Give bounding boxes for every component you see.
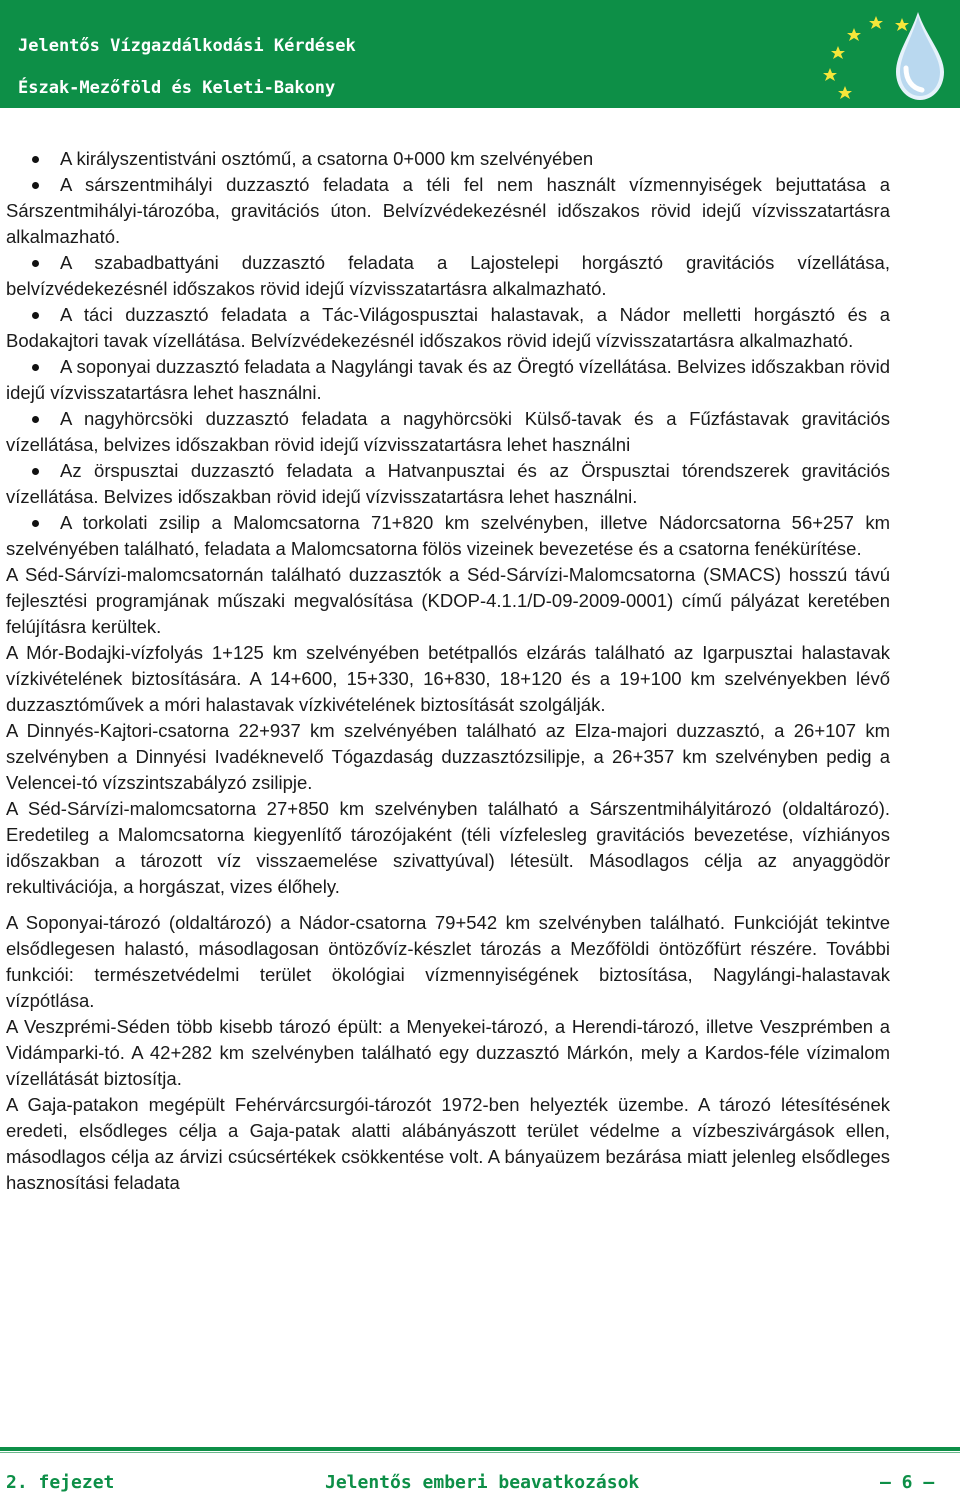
page-number: – 6 – — [880, 1472, 935, 1493]
header-title: Jelentős Vízgazdálkodási Kérdések — [18, 36, 356, 56]
paragraph: A Séd-Sárvízi-malomcsatorna 27+850 km szelvényben található a Sárszentmihályitározó (oldaltározó). Eredetileg a Malomcsatorna kiegyenlítő tározójaként (téli vízfelesleg gravitációs bevezetése, vízhiányos időszakban a tározott víz visszaemelése szivattyúval) létesült. Másodlagos célja az anyaggödör rekultivációja, a horgászat, vizes élőhely. — [6, 798, 890, 897]
bullet-icon — [32, 468, 39, 475]
footer-divider — [0, 1447, 960, 1451]
paragraph: A Dinnyés-Kajtori-csatorna 22+937 km szelvényében található az Elza-majori duzzasztó, a 26+107 km szelvényben a Dinnyési Ivadéknevelő Tógazdaság duzzasztózsilipje, a 26+357 km szelvényben pedig a Velencei-tó vízszintszabályzó zsilipje. — [6, 720, 890, 793]
list-item: A sárszentmihályi duzzasztó feladata a téli fel nem használt vízmennyiségek bejuttatása a Sárszentmihályi-tározóba, gravitációs úton. Belvízvédekezésnél időszakos rövid idejű vízvisszatartásra alkalmazható. — [6, 174, 890, 247]
bullet-icon — [32, 364, 39, 371]
paragraph: A Gaja-patakon megépült Fehérvárcsurgói-tározót 1972-ben helyezték üzembe. A tározó létesítésének eredeti, elsődleges célja a Gaja-patak alatti alábányászott terület védelme a vízbeszivárgások ellen, másodlagos célja az árvizi csúcsértékek csökkentése volt. A bányaüzem bezárása miatt jelenleg elsődleges hasznosítási feladata — [6, 1094, 890, 1193]
bullet-icon — [32, 312, 39, 319]
paragraph: A Mór-Bodajki-vízfolyás 1+125 km szelvényében betétpallós elzárás található az Igarpusztai halastavak vízkivételének biztosítására. A 14+600, 15+330, 16+830, 18+120 és a 19+100 km szelvényekben lévő duzzasztóművek a móri halastavak vízkivételének biztosítását szolgálják. — [6, 642, 890, 715]
list-item: A soponyai duzzasztó feladata a Nagylángi tavak és az Öregtó vízellátása. Belvizes időszakban rövid idejű vízvisszatartásra lehet használni. — [6, 356, 890, 403]
paragraph: A Soponyai-tározó (oldaltározó) a Nádor-csatorna 79+542 km szelvényben található. Funkcióját tekintve elsődlegesen halastó, másodlagosan öntözővíz-készlet tározás a Mezőföldi öntözőfürt részére. További funkciói: természetvédelmi terület ökológiai vízmennyiségének biztosítása, Nagylángi-halastavak vízpótlása. — [6, 912, 890, 1011]
header-subtitle: Észak-Mezőföld és Keleti-Bakony — [18, 78, 336, 98]
list-item: Az örspusztai duzzasztó feladata a Hatvanpusztai és az Örspusztai tórendszerek gravitációs vízellátása. Belvizes időszakban rövid idejű vízvisszatartásra lehet használni. — [6, 460, 890, 507]
eu-stars-water-drop-icon — [810, 6, 955, 106]
list-item: A szabadbattyáni duzzasztó feladata a Lajostelepi horgásztó gravitációs vízellátása, belvízvédekezésnél időszakos rövid idejű vízvisszatartásra alkalmazható. — [6, 252, 890, 299]
bullet-icon — [32, 520, 39, 527]
bullet-icon — [32, 182, 39, 189]
bullet-icon — [32, 416, 39, 423]
list-item: A táci duzzasztó feladata a Tác-Világospusztai halastavak, a Nádor melletti horgásztó és a Bodakajtori tavak vízellátása. Belvízvédekezésnél időszakos rövid idejű vízvisszatartásra alkalmazható. — [6, 304, 890, 351]
bullet-icon — [32, 260, 39, 267]
list-item: A királyszentistváni osztómű, a csatorna 0+000 km szelvényében — [6, 146, 890, 172]
footer-divider-thin — [0, 1452, 960, 1453]
list-item: A nagyhörcsöki duzzasztó feladata a nagyhörcsöki Külső-tavak és a Fűzfástavak gravitációs vízellátása, belvizes időszakban rövid idejű vízvisszatartásra lehet használni — [6, 408, 890, 455]
footer-chapter: 2. fejezet — [6, 1472, 115, 1493]
document-body — [6, 146, 890, 1196]
paragraph: A Veszprémi-Séden több kisebb tározó épült: a Menyekei-tározó, a Herendi-tározó, illetve Veszprémben a Vidámparki-tó. A 42+282 km szelvényben található egy duzzasztó Márkón, mely a Kardos-féle vízimalom vízellátását biztosítja. — [6, 1016, 890, 1089]
bullet-icon — [32, 156, 39, 163]
page-header — [0, 0, 960, 108]
list-item: A torkolati zsilip a Malomcsatorna 71+820 km szelvényben, illetve Nádorcsatorna 56+257 km szelvényében található, feladata a Malomcsatorna fölös vizeinek bevezetése és a csatorna fenékürítése. — [6, 512, 890, 559]
paragraph: A Séd-Sárvízi-malomcsatornán található duzzasztók a Séd-Sárvízi-Malomcsatorna (SMACS) hosszú távú fejlesztési programjának műszaki megvalósítása (KDOP-4.1.1/D-09-2009-0001) című pályázat keretében felújításra kerültek. — [6, 564, 890, 637]
footer-section-title: Jelentős emberi beavatkozások — [325, 1472, 640, 1493]
